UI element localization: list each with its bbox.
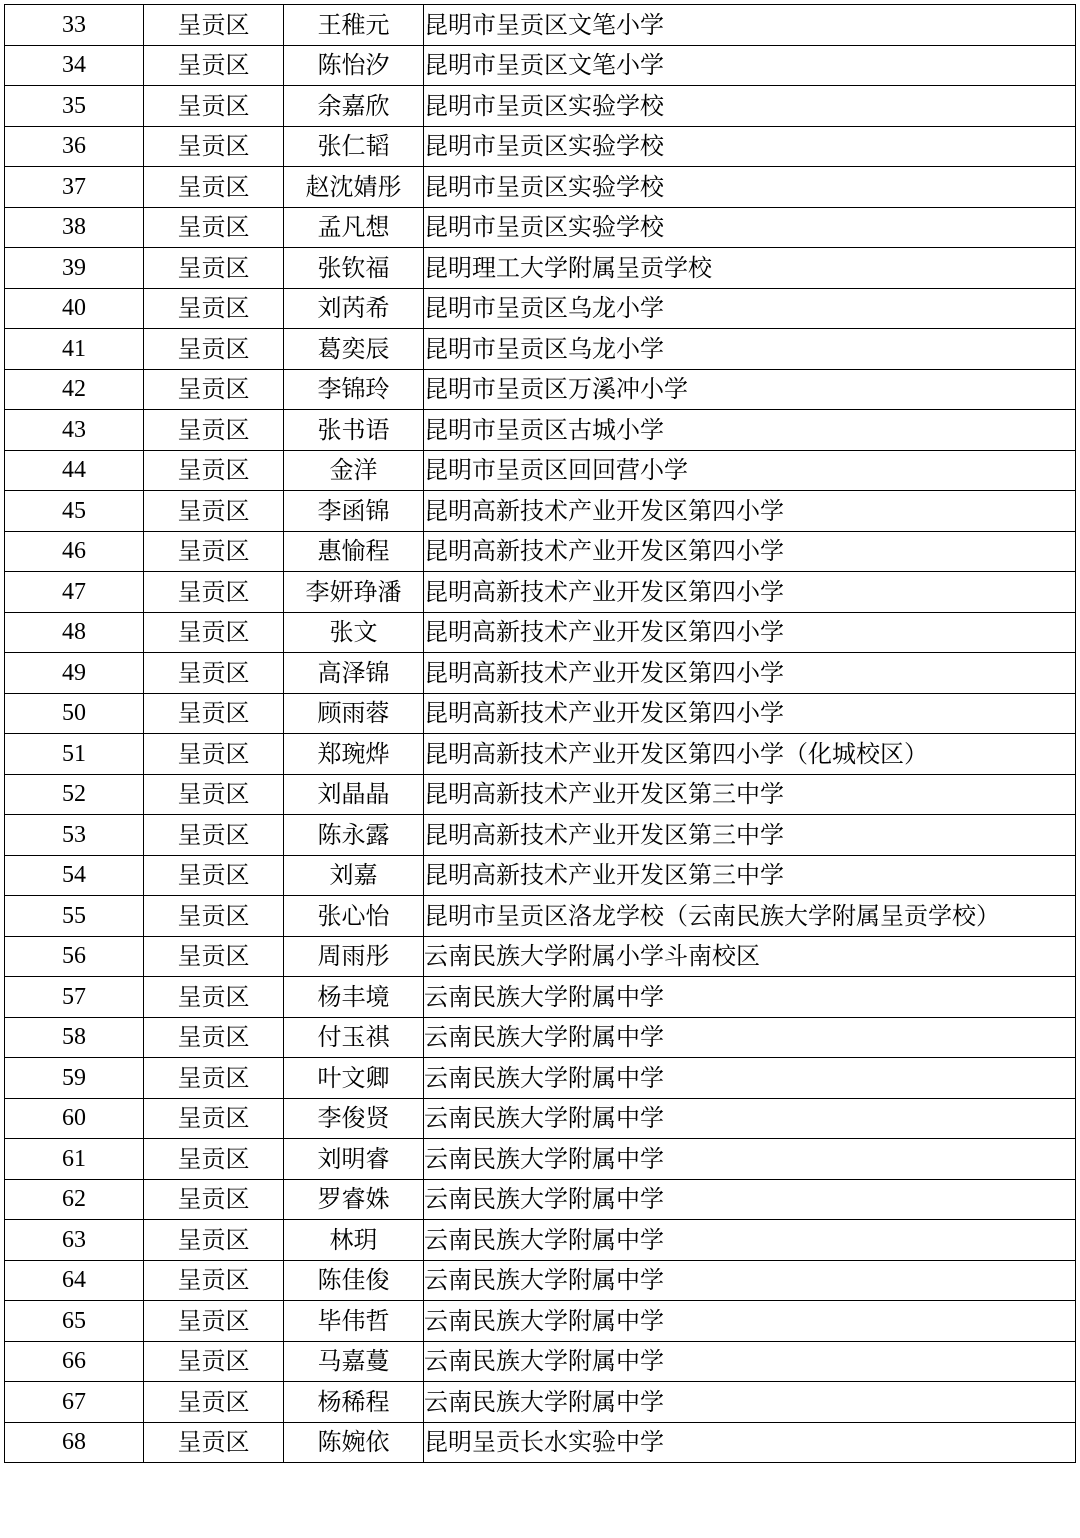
row-number: 55 bbox=[5, 896, 144, 937]
district-cell: 呈贡区 bbox=[144, 1382, 284, 1423]
district-cell: 呈贡区 bbox=[144, 1220, 284, 1261]
school-cell: 云南民族大学附属中学 bbox=[424, 1220, 1076, 1261]
school-cell: 昆明高新技术产业开发区第四小学 bbox=[424, 531, 1076, 572]
table-row bbox=[5, 815, 1076, 856]
table-row bbox=[5, 167, 1076, 208]
student-name-cell: 惠愉程 bbox=[284, 531, 424, 572]
row-number: 40 bbox=[5, 288, 144, 329]
district-cell: 呈贡区 bbox=[144, 369, 284, 410]
district-cell: 呈贡区 bbox=[144, 1260, 284, 1301]
row-number: 56 bbox=[5, 936, 144, 977]
table-row bbox=[5, 126, 1076, 167]
district-cell: 呈贡区 bbox=[144, 1058, 284, 1099]
row-number: 44 bbox=[5, 450, 144, 491]
student-name-cell: 马嘉蔓 bbox=[284, 1341, 424, 1382]
district-cell: 呈贡区 bbox=[144, 896, 284, 937]
student-name-cell: 毕伟哲 bbox=[284, 1301, 424, 1342]
row-number: 58 bbox=[5, 1017, 144, 1058]
district-cell: 呈贡区 bbox=[144, 248, 284, 289]
table-row bbox=[5, 572, 1076, 613]
district-cell: 呈贡区 bbox=[144, 288, 284, 329]
student-name-cell: 李妍琤潘 bbox=[284, 572, 424, 613]
school-cell: 昆明高新技术产业开发区第三中学 bbox=[424, 774, 1076, 815]
row-number: 34 bbox=[5, 45, 144, 86]
student-name-cell: 陈婉依 bbox=[284, 1422, 424, 1463]
district-cell: 呈贡区 bbox=[144, 207, 284, 248]
district-cell: 呈贡区 bbox=[144, 329, 284, 370]
table-row bbox=[5, 207, 1076, 248]
student-name-cell: 周雨彤 bbox=[284, 936, 424, 977]
school-cell: 云南民族大学附属中学 bbox=[424, 1179, 1076, 1220]
school-cell: 云南民族大学附属中学 bbox=[424, 1098, 1076, 1139]
district-cell: 呈贡区 bbox=[144, 126, 284, 167]
table-row bbox=[5, 329, 1076, 370]
student-name-cell: 张文 bbox=[284, 612, 424, 653]
row-number: 38 bbox=[5, 207, 144, 248]
district-cell: 呈贡区 bbox=[144, 1098, 284, 1139]
table-row bbox=[5, 1220, 1076, 1261]
district-cell: 呈贡区 bbox=[144, 410, 284, 451]
district-cell: 呈贡区 bbox=[144, 167, 284, 208]
student-name-cell: 刘芮希 bbox=[284, 288, 424, 329]
student-name-cell: 葛奕辰 bbox=[284, 329, 424, 370]
table-row bbox=[5, 734, 1076, 775]
school-cell: 昆明市呈贡区乌龙小学 bbox=[424, 329, 1076, 370]
row-number: 39 bbox=[5, 248, 144, 289]
school-cell: 昆明理工大学附属呈贡学校 bbox=[424, 248, 1076, 289]
row-number: 66 bbox=[5, 1341, 144, 1382]
student-name-cell: 赵沈婧彤 bbox=[284, 167, 424, 208]
row-number: 46 bbox=[5, 531, 144, 572]
table-row bbox=[5, 855, 1076, 896]
student-name-cell: 陈怡汐 bbox=[284, 45, 424, 86]
table-row bbox=[5, 5, 1076, 46]
student-name-cell: 张钦福 bbox=[284, 248, 424, 289]
table-row bbox=[5, 653, 1076, 694]
district-cell: 呈贡区 bbox=[144, 1341, 284, 1382]
school-cell: 云南民族大学附属中学 bbox=[424, 977, 1076, 1018]
student-name-cell: 杨稀程 bbox=[284, 1382, 424, 1423]
table-row bbox=[5, 774, 1076, 815]
district-cell: 呈贡区 bbox=[144, 450, 284, 491]
school-cell: 昆明市呈贡区回回营小学 bbox=[424, 450, 1076, 491]
student-name-cell: 叶文卿 bbox=[284, 1058, 424, 1099]
table-row bbox=[5, 693, 1076, 734]
student-name-cell: 陈佳俊 bbox=[284, 1260, 424, 1301]
district-cell: 呈贡区 bbox=[144, 491, 284, 532]
table-row bbox=[5, 1017, 1076, 1058]
table-row bbox=[5, 450, 1076, 491]
school-cell: 昆明高新技术产业开发区第四小学 bbox=[424, 572, 1076, 613]
table-row bbox=[5, 936, 1076, 977]
table-row bbox=[5, 1139, 1076, 1180]
student-name-cell: 郑琬烨 bbox=[284, 734, 424, 775]
school-cell: 昆明市呈贡区实验学校 bbox=[424, 207, 1076, 248]
school-cell: 云南民族大学附属中学 bbox=[424, 1139, 1076, 1180]
row-number: 45 bbox=[5, 491, 144, 532]
school-cell: 昆明高新技术产业开发区第三中学 bbox=[424, 815, 1076, 856]
row-number: 59 bbox=[5, 1058, 144, 1099]
row-number: 67 bbox=[5, 1382, 144, 1423]
student-name-cell: 孟凡想 bbox=[284, 207, 424, 248]
student-name-cell: 刘晶晶 bbox=[284, 774, 424, 815]
district-cell: 呈贡区 bbox=[144, 693, 284, 734]
table-row bbox=[5, 612, 1076, 653]
table-row bbox=[5, 896, 1076, 937]
table-row bbox=[5, 1058, 1076, 1099]
school-cell: 昆明高新技术产业开发区第四小学 bbox=[424, 653, 1076, 694]
district-cell: 呈贡区 bbox=[144, 815, 284, 856]
student-name-cell: 张书语 bbox=[284, 410, 424, 451]
district-cell: 呈贡区 bbox=[144, 734, 284, 775]
student-name-cell: 李俊贤 bbox=[284, 1098, 424, 1139]
row-number: 64 bbox=[5, 1260, 144, 1301]
district-cell: 呈贡区 bbox=[144, 86, 284, 127]
student-name-cell: 陈永露 bbox=[284, 815, 424, 856]
district-cell: 呈贡区 bbox=[144, 572, 284, 613]
student-name-cell: 张心怡 bbox=[284, 896, 424, 937]
district-cell: 呈贡区 bbox=[144, 531, 284, 572]
row-number: 65 bbox=[5, 1301, 144, 1342]
table-row bbox=[5, 1301, 1076, 1342]
table-row bbox=[5, 410, 1076, 451]
row-number: 61 bbox=[5, 1139, 144, 1180]
student-name-cell: 李函锦 bbox=[284, 491, 424, 532]
school-cell: 昆明高新技术产业开发区第四小学 bbox=[424, 491, 1076, 532]
table-row bbox=[5, 369, 1076, 410]
roster-body bbox=[5, 5, 1076, 1463]
student-name-cell: 余嘉欣 bbox=[284, 86, 424, 127]
school-cell: 昆明市呈贡区实验学校 bbox=[424, 86, 1076, 127]
district-cell: 呈贡区 bbox=[144, 1139, 284, 1180]
district-cell: 呈贡区 bbox=[144, 5, 284, 46]
table-row bbox=[5, 1098, 1076, 1139]
row-number: 50 bbox=[5, 693, 144, 734]
district-cell: 呈贡区 bbox=[144, 855, 284, 896]
student-name-cell: 高泽锦 bbox=[284, 653, 424, 694]
row-number: 43 bbox=[5, 410, 144, 451]
row-number: 36 bbox=[5, 126, 144, 167]
table-row bbox=[5, 1179, 1076, 1220]
school-cell: 云南民族大学附属中学 bbox=[424, 1260, 1076, 1301]
table-row bbox=[5, 288, 1076, 329]
school-cell: 昆明高新技术产业开发区第四小学（化城校区） bbox=[424, 734, 1076, 775]
student-name-cell: 刘明睿 bbox=[284, 1139, 424, 1180]
school-cell: 云南民族大学附属小学斗南校区 bbox=[424, 936, 1076, 977]
school-cell: 昆明市呈贡区文笔小学 bbox=[424, 5, 1076, 46]
school-cell: 云南民族大学附属中学 bbox=[424, 1341, 1076, 1382]
row-number: 47 bbox=[5, 572, 144, 613]
district-cell: 呈贡区 bbox=[144, 1017, 284, 1058]
district-cell: 呈贡区 bbox=[144, 612, 284, 653]
school-cell: 昆明高新技术产业开发区第四小学 bbox=[424, 612, 1076, 653]
row-number: 68 bbox=[5, 1422, 144, 1463]
district-cell: 呈贡区 bbox=[144, 1301, 284, 1342]
student-name-cell: 王稚元 bbox=[284, 5, 424, 46]
row-number: 51 bbox=[5, 734, 144, 775]
district-cell: 呈贡区 bbox=[144, 1179, 284, 1220]
row-number: 62 bbox=[5, 1179, 144, 1220]
table-row bbox=[5, 977, 1076, 1018]
student-name-cell: 刘嘉 bbox=[284, 855, 424, 896]
district-cell: 呈贡区 bbox=[144, 45, 284, 86]
student-name-cell: 付玉祺 bbox=[284, 1017, 424, 1058]
table-row bbox=[5, 248, 1076, 289]
school-cell: 昆明市呈贡区古城小学 bbox=[424, 410, 1076, 451]
student-name-cell: 张仁韬 bbox=[284, 126, 424, 167]
school-cell: 云南民族大学附属中学 bbox=[424, 1301, 1076, 1342]
student-name-cell: 林玥 bbox=[284, 1220, 424, 1261]
school-cell: 云南民族大学附属中学 bbox=[424, 1017, 1076, 1058]
row-number: 37 bbox=[5, 167, 144, 208]
table-row bbox=[5, 1260, 1076, 1301]
row-number: 48 bbox=[5, 612, 144, 653]
table-row bbox=[5, 1422, 1076, 1463]
row-number: 53 bbox=[5, 815, 144, 856]
row-number: 41 bbox=[5, 329, 144, 370]
row-number: 54 bbox=[5, 855, 144, 896]
row-number: 60 bbox=[5, 1098, 144, 1139]
table-row bbox=[5, 491, 1076, 532]
school-cell: 昆明市呈贡区乌龙小学 bbox=[424, 288, 1076, 329]
school-cell: 昆明呈贡长水实验中学 bbox=[424, 1422, 1076, 1463]
student-name-cell: 李锦玲 bbox=[284, 369, 424, 410]
school-cell: 昆明市呈贡区洛龙学校（云南民族大学附属呈贡学校） bbox=[424, 896, 1076, 937]
district-cell: 呈贡区 bbox=[144, 774, 284, 815]
school-cell: 昆明高新技术产业开发区第四小学 bbox=[424, 693, 1076, 734]
district-cell: 呈贡区 bbox=[144, 936, 284, 977]
table-row bbox=[5, 1382, 1076, 1423]
row-number: 57 bbox=[5, 977, 144, 1018]
school-cell: 昆明市呈贡区实验学校 bbox=[424, 167, 1076, 208]
roster-table bbox=[4, 4, 1076, 1463]
table-row bbox=[5, 86, 1076, 127]
row-number: 35 bbox=[5, 86, 144, 127]
student-name-cell: 顾雨蓉 bbox=[284, 693, 424, 734]
school-cell: 昆明高新技术产业开发区第三中学 bbox=[424, 855, 1076, 896]
table-row bbox=[5, 45, 1076, 86]
district-cell: 呈贡区 bbox=[144, 977, 284, 1018]
district-cell: 呈贡区 bbox=[144, 653, 284, 694]
table-row bbox=[5, 1341, 1076, 1382]
school-cell: 昆明市呈贡区万溪冲小学 bbox=[424, 369, 1076, 410]
school-cell: 昆明市呈贡区文笔小学 bbox=[424, 45, 1076, 86]
district-cell: 呈贡区 bbox=[144, 1422, 284, 1463]
school-cell: 云南民族大学附属中学 bbox=[424, 1382, 1076, 1423]
row-number: 42 bbox=[5, 369, 144, 410]
student-name-cell: 金洋 bbox=[284, 450, 424, 491]
row-number: 52 bbox=[5, 774, 144, 815]
student-name-cell: 罗睿姝 bbox=[284, 1179, 424, 1220]
student-name-cell: 杨丰境 bbox=[284, 977, 424, 1018]
school-cell: 云南民族大学附属中学 bbox=[424, 1058, 1076, 1099]
table-row bbox=[5, 531, 1076, 572]
school-cell: 昆明市呈贡区实验学校 bbox=[424, 126, 1076, 167]
row-number: 33 bbox=[5, 5, 144, 46]
row-number: 63 bbox=[5, 1220, 144, 1261]
row-number: 49 bbox=[5, 653, 144, 694]
